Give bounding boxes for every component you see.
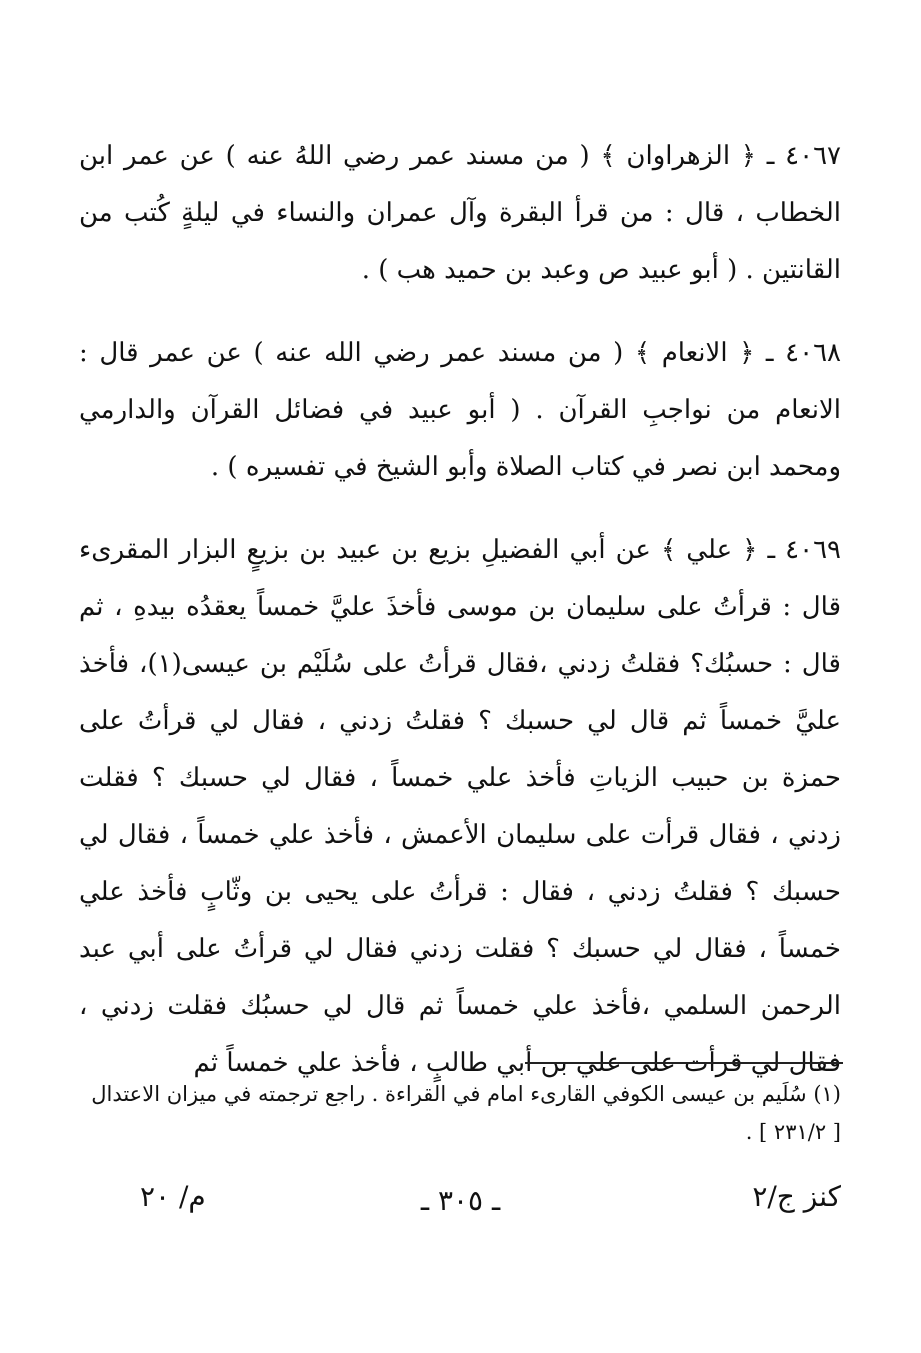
footnote [79,1075,841,1151]
main-text-block [79,128,841,1118]
footnote-divider [525,1062,843,1064]
hadith-entry-4067 [79,128,841,299]
hadith-entry-4068 [79,325,841,496]
entry-paragraph: ٤٠٦٨ ـ ﴿ الانعام ﴾ ( من مسند عمر رضي الله عنه ) عن عمر قال : الانعام من نواجبِ القرآن . ( أبو عبيد في فضائل القرآن والدارمي ومحمد ابن نصر في كتاب الصلاة وأبو الشيخ في تفسيره ) . [79,338,841,482]
sheet-signature: م/ ٢٠ [140,1180,206,1213]
entry-paragraph: ٤٠٦٩ ـ ﴿ علي ﴾ عن أبي الفضيلِ بزيع بن عبيد بن بزيعٍ البزار المقرىء قال : قرأتُ على سليمان بن موسى فأخذَ عليَّ خمساً يعقدُه بيدهِ ، ثم قال : حسبُك؟ فقلتُ زدني ،فقال قرأتُ على سُلَيْم بن عيسى(١)، فأخذ عليَّ خمساً ثم قال لي حسبك ؟ فقلتُ زدني ، فقال لي قرأتُ على حمزة بن حبيب الزياتِ فأخذ علي خمساً ، فقال لي حسبك ؟ فقلت زدني ، فقال قرأت على سليمان الأعمش ، فأخذ علي خمساً ، فقال لي حسبك ؟ فقلتُ زدني ، فقال : قرأتُ على يحيى بن وثّابٍ فأخذ علي خمساً ، فقال لي حسبك ؟ فقلت زدني فقال لي قرأتُ على أبي عبد الرحمن السلمي ،فأخذ علي خمساً ثم قال لي حسبُك فقلت زدني ، فقال لي قرأت على علي بن أبي طالبٍ ، فأخذ علي خمساً ثم [79,535,841,1078]
page-number: ـ ٣٠٥ ـ [420,1184,501,1217]
page-footer [0,1180,921,1240]
volume-signature: كنز ج/٢ [752,1180,841,1213]
entry-paragraph: ٤٠٦٧ ـ ﴿ الزهراوان ﴾ ( من مسند عمر رضي اللهُ عنه ) عن عمر ابن الخطاب ، قال : من قرأ البقرة وآل عمران والنساء في ليلةٍ كُتب من القانتين . ( أبو عبيد ص وعبد بن حميد هب ) . [79,141,841,285]
hadith-entry-4069 [79,522,841,1092]
footnote-text: (١) سُلَيم بن عيسى الكوفي القارىء امام في القراءة . راجع ترجمته في ميزان الاعتدال [ ٢٣١/٢ ] . [91,1082,841,1144]
